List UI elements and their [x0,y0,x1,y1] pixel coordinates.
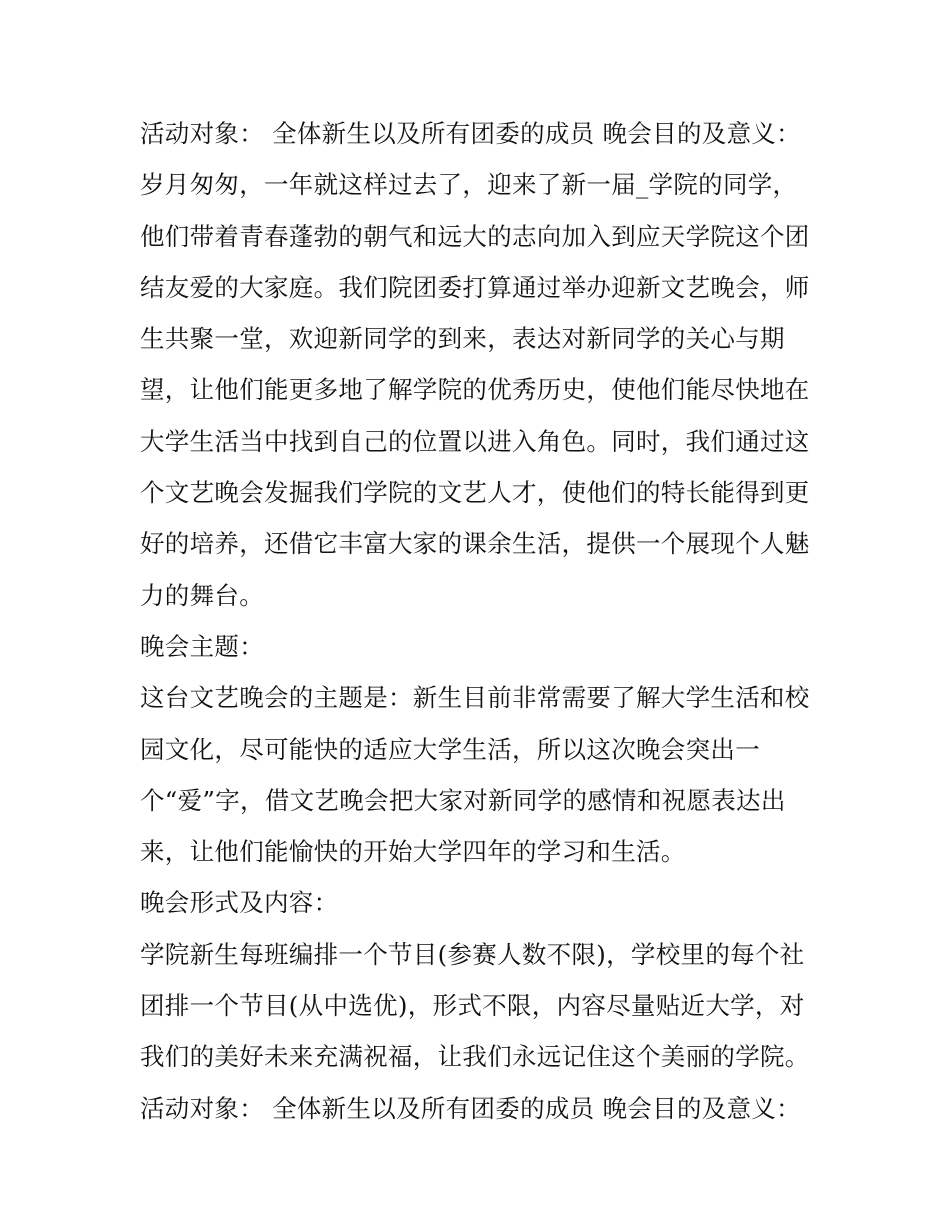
text-line: 园文化，尽可能快的适应大学生活，所以这次晚会突出一 [140,734,760,764]
text-line: 望，让他们能更多地了解学院的优秀历史，使他们能尽快地在 [140,375,810,405]
text-line: 好的培养，还借它丰富大家的课余生活，提供一个展现个人魅 [140,529,810,559]
text-line: 团排一个节目(从中选优)，形式不限，内容尽量贴近大学，对 [140,991,805,1021]
document-body [140,108,820,1134]
text-line: 结友爱的大家庭。我们院团委打算通过举办迎新文艺晚会，师 [140,272,810,302]
section-heading: 晚会形式及内容： [140,888,339,918]
text-line: 活动对象： 全体新生以及所有团委的成员 晚会目的及意义： [140,119,801,148]
text-line: 来，让他们能愉快的开始大学四年的学习和生活。 [140,837,686,867]
text-line: 活动对象： 全体新生以及所有团委的成员 晚会目的及意义： [140,1093,801,1123]
text-line: 我们的美好未来充满祝福，让我们永远记住这个美丽的学院。 [140,1042,810,1072]
section-heading: 晚会主题： [140,631,264,661]
text-line: 他们带着青春蓬勃的朝气和远大的志向加入到应天学院这个团 [140,221,810,251]
text-line: 学院新生每班编排一个节目(参赛人数不限)，学校里的每个社 [140,939,805,969]
text-line: 这台文艺晚会的主题是：新生目前非常需要了解大学生活和校 [140,683,810,713]
text-line: 个文艺晚会发掘我们学院的文艺人才，使他们的特长能得到更 [140,478,810,508]
text-line: 生共聚一堂，欢迎新同学的到来，表达对新同学的关心与期 [140,324,785,354]
text-line: 个“爱”字，借文艺晚会把大家对新同学的感情和祝愿表达出 [140,785,786,815]
text-line: 力的舞台。 [140,580,264,610]
text-line: 岁月匆匆，一年就这样过去了，迎来了新一届_学院的同学， [140,170,798,200]
text-line: 大学生活当中找到自己的位置以进入角色。同时，我们通过这 [140,426,810,456]
